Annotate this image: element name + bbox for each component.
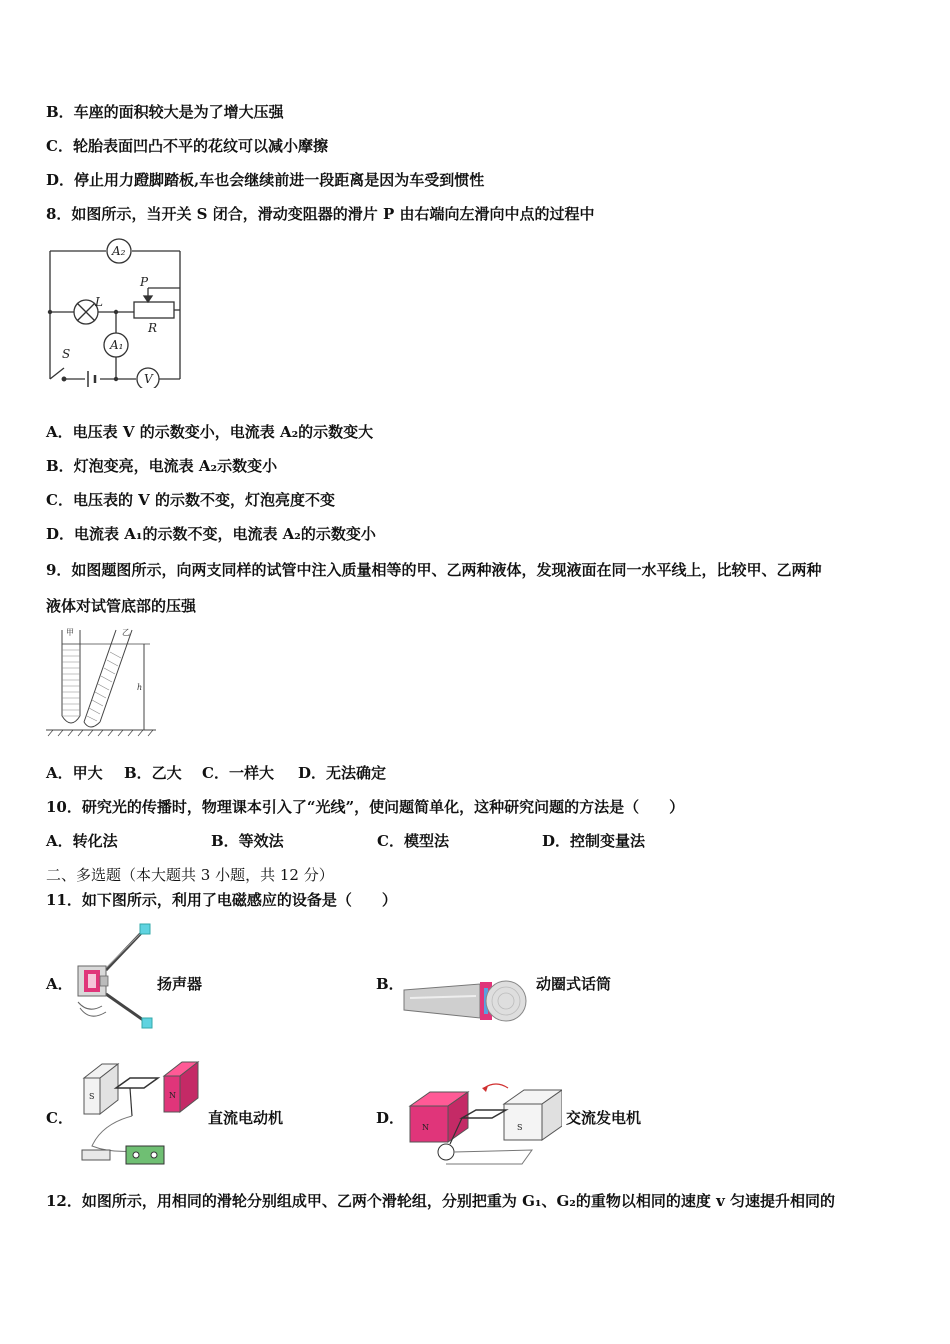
tube-label-h: h bbox=[137, 683, 143, 692]
q11-option-c-letter: C． bbox=[46, 1109, 73, 1127]
q7-option-b: B．车座的面积较大是为了增大压强 bbox=[46, 103, 284, 121]
q11-stem: 11．如下图所示，利用了电磁感应的设备是（ ） bbox=[46, 891, 397, 909]
motor-label-n: N bbox=[169, 1091, 176, 1100]
q9-option-d: D．无法确定 bbox=[298, 764, 387, 782]
q9-option-b: B．乙大 bbox=[124, 764, 182, 782]
q9-options bbox=[46, 763, 546, 783]
q10-option-a: A．转化法 bbox=[46, 832, 118, 850]
q10-option-b: B．等效法 bbox=[211, 832, 284, 850]
q10-options bbox=[46, 831, 746, 851]
speaker-image bbox=[72, 922, 156, 1034]
q10-option-d: D．控制变量法 bbox=[542, 832, 646, 850]
motor-label-s: S bbox=[89, 1092, 95, 1101]
ac-generator-image bbox=[402, 1078, 562, 1170]
q11-option-d-letter: D． bbox=[376, 1109, 405, 1127]
q7-option-d: D．停止用力蹬脚踏板,车也会继续前进一段距离是因为车受到惯性 bbox=[46, 171, 485, 189]
q7-option-c: C．轮胎表面凹凸不平的花纹可以减小摩擦 bbox=[46, 137, 328, 155]
circuit-label-p: P bbox=[140, 275, 149, 289]
q11-option-a-letter: A． bbox=[46, 975, 73, 993]
q9-option-c: C．一样大 bbox=[202, 764, 274, 782]
tube-label-jia: 甲 bbox=[66, 628, 74, 637]
q11-option-b-text: 动圈式话筒 bbox=[536, 975, 612, 993]
circuit-label-a2: A₂ bbox=[112, 244, 126, 258]
q12-stem: 12．如图所示，用相同的滑轮分别组成甲、乙两个滑轮组，分别把重为 G₁、G₂的重物以相同的速度 v 匀速提升相同的 bbox=[46, 1192, 836, 1210]
circuit-label-r: R bbox=[148, 321, 158, 335]
q10-stem: 10．研究光的传播时，物理课本引入了“光线”，使问题简单化，这种研究问题的方法是（ ） bbox=[46, 798, 685, 816]
q11-option-b-letter: B． bbox=[376, 975, 404, 993]
q10-option-c: C．模型法 bbox=[377, 832, 449, 850]
microphone-image bbox=[402, 968, 528, 1034]
q8-circuit-diagram bbox=[40, 238, 190, 388]
q8-stem: 8．如图所示，当开关 S 闭合，滑动变阻器的滑片 P 由右端向左滑向中点的过程中 bbox=[46, 205, 595, 223]
section-title: 二、多选题（本大题共 3 小题，共 12 分） bbox=[46, 866, 334, 884]
q9-option-a: A．甲大 bbox=[46, 764, 103, 782]
q9-stem-line1: 9．如图题图所示，向两支同样的试管中注入质量相等的甲、乙两种液体，发现液面在同一水平线上，比较甲、乙两种 bbox=[46, 561, 822, 579]
q11-option-a-text: 扬声器 bbox=[157, 975, 203, 993]
q8-option-c: C．电压表的 V 的示数不变，灯泡亮度不变 bbox=[46, 491, 336, 509]
dc-motor-image bbox=[72, 1054, 206, 1172]
circuit-label-l: L bbox=[95, 295, 103, 309]
generator-label-s: S bbox=[517, 1123, 523, 1132]
q9-test-tubes-figure bbox=[44, 626, 160, 742]
q11-option-d-text: 交流发电机 bbox=[566, 1109, 642, 1127]
q8-option-d: D．电流表 A₁的示数不变，电流表 A₂的示数变小 bbox=[46, 525, 376, 543]
generator-label-n: N bbox=[422, 1123, 429, 1132]
circuit-label-v: V bbox=[144, 372, 153, 386]
tube-label-yi: 乙 bbox=[122, 628, 130, 637]
q8-option-b: B．灯泡变亮，电流表 A₂示数变小 bbox=[46, 457, 278, 475]
q9-stem-line2: 液体对试管底部的压强 bbox=[46, 597, 197, 615]
q11-option-c-text: 直流电动机 bbox=[208, 1109, 284, 1127]
circuit-label-s: S bbox=[62, 347, 71, 361]
circuit-label-a1: A₁ bbox=[110, 338, 124, 352]
q8-option-a: A．电压表 V 的示数变小，电流表 A₂的示数变大 bbox=[46, 423, 374, 441]
